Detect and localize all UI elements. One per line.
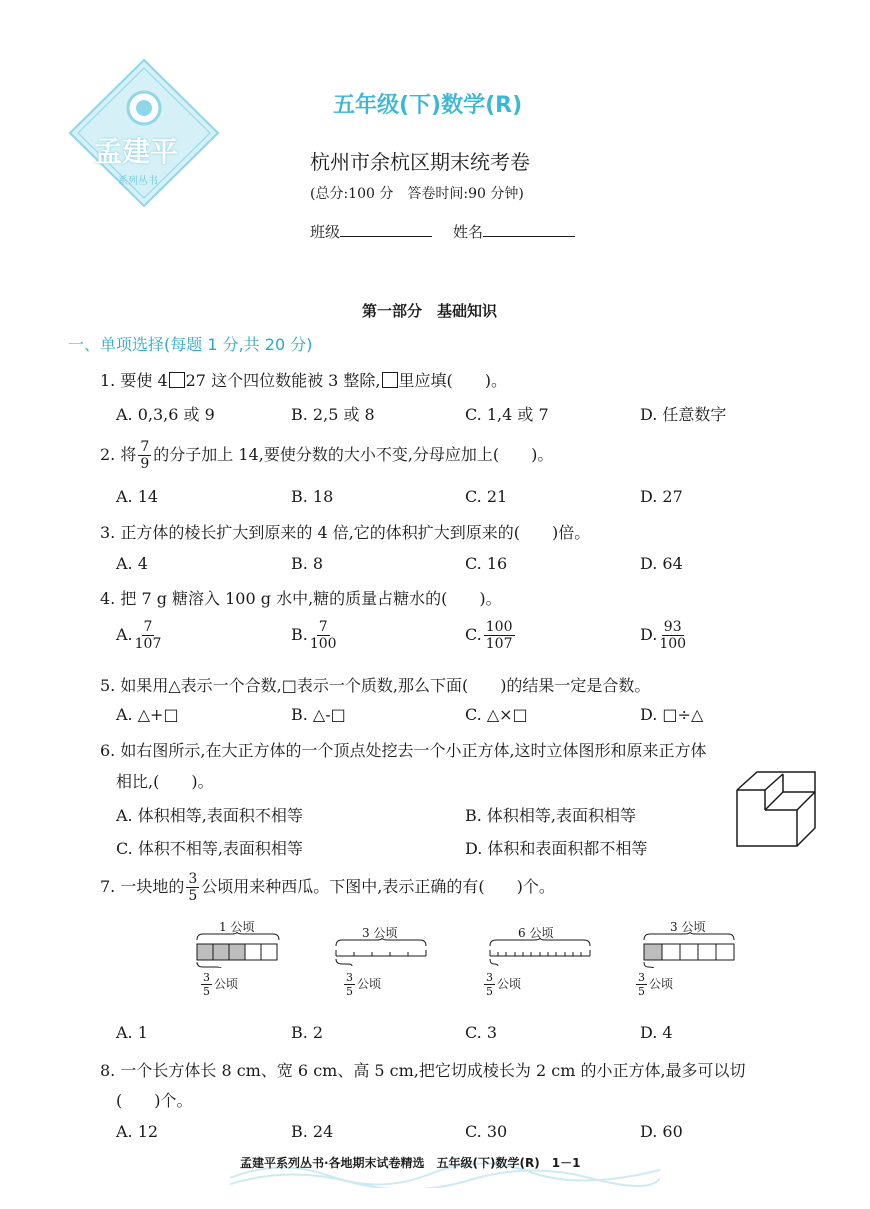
q5-option-d[interactable]: D. □÷△: [640, 705, 704, 724]
q7-fig2-bottom: $\frac{3}{5}$ 公顷: [346, 971, 382, 998]
question-6-line1: 6. 如右图所示,在大正方体的一个顶点处挖去一个小正方体,这时立体图形和原来正方体: [100, 741, 707, 760]
q5-option-c[interactable]: C. △×□: [465, 705, 528, 724]
q2-text-b: 的分子加上 14,要使分数的大小不变,分母应加上( )。: [153, 445, 554, 464]
publisher-logo: [68, 58, 220, 208]
q1-text-b: 27 这个四位数能被 3 整除,: [185, 371, 381, 390]
section-title: 一、单项选择(每题 1 分,共 20 分): [68, 335, 313, 354]
question-5: 5. 如果用△表示一个合数,□表示一个质数,那么下面( )的结果一定是合数。: [100, 676, 651, 695]
q7-option-c[interactable]: C. 3: [465, 1023, 498, 1042]
q7-fig1-bar: [193, 932, 283, 968]
q7-fig2-bar: [332, 938, 432, 968]
q3-option-b[interactable]: B. 8: [291, 554, 324, 573]
q2-option-a[interactable]: A. 14: [116, 487, 159, 506]
name-label: 姓名: [453, 223, 484, 241]
q7-fig4-bottom: $\frac{3}{5}$ 公顷: [638, 971, 674, 998]
class-label: 班级: [310, 223, 341, 241]
q7-fig3-bottom: $\frac{3}{5}$ 公顷: [486, 971, 522, 998]
exam-info: (总分:100 分 答卷时间:90 分钟): [310, 186, 524, 202]
q7-figure-3: [486, 924, 596, 1008]
q8-option-c[interactable]: C. 30: [465, 1122, 508, 1141]
page-title: 五年级(下)数学(R): [333, 93, 523, 118]
q6-option-c[interactable]: C. 体积不相等,表面积相等: [116, 839, 303, 858]
q2-option-d[interactable]: D. 27: [640, 487, 683, 506]
q7-fig4-top: 3 公顷: [670, 920, 706, 934]
q7-option-d[interactable]: D. 4: [640, 1023, 673, 1042]
logo-text: 孟建平: [94, 135, 179, 168]
q8-option-a[interactable]: A. 12: [116, 1122, 159, 1141]
q7-fig3-bar: [486, 938, 596, 968]
q2-fraction: $\frac{7}{9}$: [140, 439, 150, 472]
square-icon: [169, 372, 185, 388]
class-blank: [340, 222, 432, 237]
q1-text-a: 1. 要使 4: [100, 371, 168, 390]
q7-fraction: $\frac{3}{5}$: [188, 871, 198, 904]
name-field: [453, 221, 575, 242]
page-footer: 孟建平系列丛书·各地期末试卷精选 五年级(下)数学(R) 1－1: [240, 1156, 581, 1170]
q4-option-b[interactable]: B. $\frac{7}{100}$: [291, 619, 337, 652]
q7-text-a: 7. 一块地的: [100, 877, 185, 896]
q7-figure-2: [332, 924, 432, 1008]
q6-option-a[interactable]: A. 体积相等,表面积不相等: [116, 806, 303, 825]
question-4: 4. 把 7 g 糖溶入 100 g 水中,糖的质量占糖水的( )。: [100, 589, 502, 608]
q7-option-b[interactable]: B. 2: [291, 1023, 324, 1042]
q3-option-d[interactable]: D. 64: [640, 554, 683, 573]
part-title: 第一部分 基础知识: [362, 302, 498, 320]
name-blank: [483, 222, 575, 237]
q7-fig1-bottom: $\frac{3}{5}$ 公顷: [203, 971, 239, 998]
q8-option-b[interactable]: B. 24: [291, 1122, 334, 1141]
square-icon: [382, 372, 398, 388]
q4-a-fraction: $\frac{7}{107}$: [134, 619, 162, 652]
cube-figure: [735, 770, 817, 848]
q6-option-d[interactable]: D. 体积和表面积都不相等: [465, 839, 648, 858]
question-1: [100, 368, 507, 391]
q8-option-d[interactable]: D. 60: [640, 1122, 683, 1141]
class-field: [310, 221, 432, 242]
q3-option-a[interactable]: A. 4: [116, 554, 148, 573]
q4-b-fraction: $\frac{7}{100}$: [309, 619, 337, 652]
q4-option-c[interactable]: C. $\frac{100}{107}$: [465, 619, 513, 652]
q7-text-b: 公顷用来种西瓜。下图中,表示正确的有( )个。: [201, 877, 555, 896]
q2-option-b[interactable]: B. 18: [291, 487, 334, 506]
q7-figure-4: [640, 918, 740, 1008]
question-6-line2: 相比,( )。: [116, 772, 214, 791]
question-3: 3. 正方体的棱长扩大到原来的 4 倍,它的体积扩大到原来的( )倍。: [100, 523, 591, 542]
q5-option-a[interactable]: A. △+□: [116, 705, 179, 724]
q7-fig3-top: 6 公顷: [518, 926, 554, 940]
q2-text-a: 2. 将: [100, 445, 137, 464]
question-7: [100, 872, 555, 903]
logo-subtext: 系列丛书: [118, 176, 158, 187]
q7-fig4-bar: [640, 932, 740, 968]
q2-option-c[interactable]: C. 21: [465, 487, 508, 506]
q1-option-d[interactable]: D. 任意数字: [640, 405, 727, 424]
q3-option-c[interactable]: C. 16: [465, 554, 508, 573]
q1-option-c[interactable]: C. 1,4 或 7: [465, 405, 549, 424]
q7-fig1-top: 1 公顷: [219, 920, 255, 934]
question-8-line2: ( )个。: [116, 1091, 193, 1110]
q4-option-a[interactable]: A. $\frac{7}{107}$: [116, 619, 162, 652]
q4-d-fraction: $\frac{93}{100}$: [659, 619, 687, 652]
q7-option-a[interactable]: A. 1: [116, 1023, 148, 1042]
q1-option-b[interactable]: B. 2,5 或 8: [291, 405, 375, 424]
question-8-line1: 8. 一个长方体长 8 cm、宽 6 cm、高 5 cm,把它切成棱长为 2 cm 的小正方体,最多可以切: [100, 1061, 746, 1080]
q6-option-b[interactable]: B. 体积相等,表面积相等: [465, 806, 637, 825]
q1-option-a[interactable]: A. 0,3,6 或 9: [116, 405, 215, 424]
q7-figure-1: [193, 918, 283, 1008]
q7-fig2-top: 3 公顷: [362, 926, 398, 940]
q4-c-fraction: $\frac{100}{107}$: [485, 619, 513, 652]
exam-subtitle: 杭州市余杭区期末统考卷: [310, 150, 530, 174]
q4-option-d[interactable]: D. $\frac{93}{100}$: [640, 619, 687, 652]
q1-text-c: 里应填( )。: [398, 371, 508, 390]
question-2: [100, 440, 553, 471]
q5-option-b[interactable]: B. △-□: [291, 705, 346, 724]
